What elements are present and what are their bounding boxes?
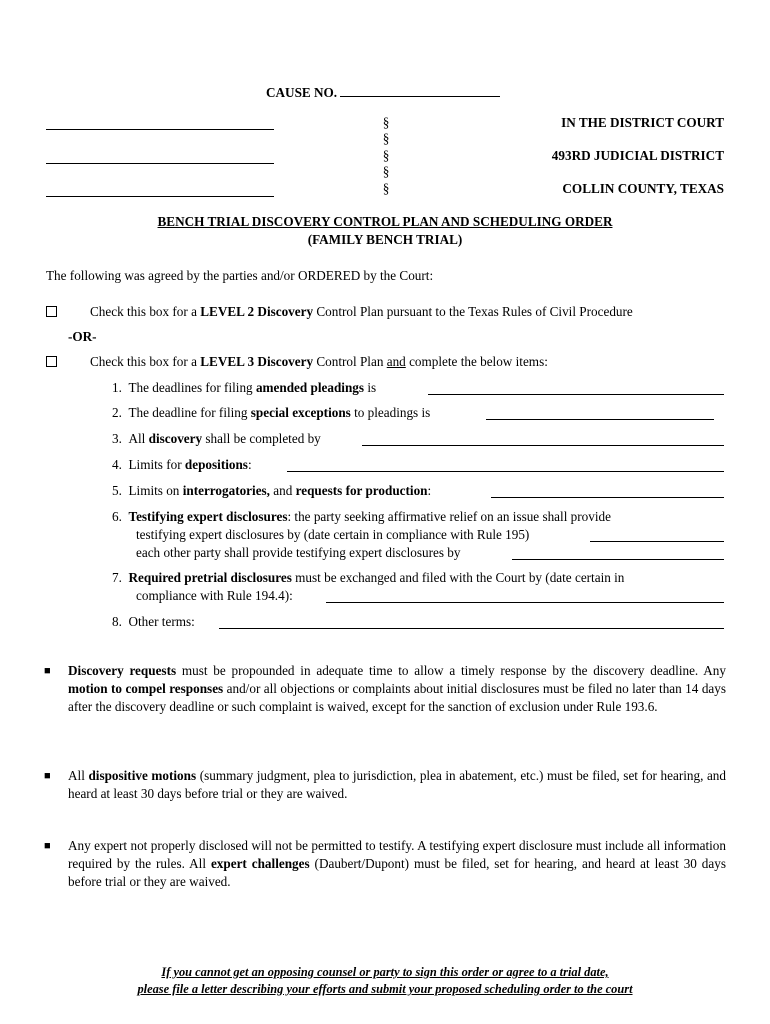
special-exceptions-blank[interactable]	[486, 407, 714, 420]
list-item: 1. The deadlines for filing amended pleadings is	[112, 380, 377, 395]
party-blank-2[interactable]	[46, 151, 274, 164]
amended-pleadings-blank[interactable]	[428, 382, 724, 395]
section-mark: §	[382, 131, 390, 146]
list-item: 7. Required pretrial disclosures must be exchanged and filed with the Court by (date certain in	[112, 570, 625, 585]
bullet-square-icon: ■	[44, 840, 51, 852]
level2-option: Check this box for a LEVEL 2 Discovery Control Plan pursuant to the Texas Rules of Civil Procedure	[90, 304, 633, 319]
expert-challenges-paragraph: Any expert not properly disclosed will not be permitted to testify. A testifying expert disclosure must include all information required by the rules. All expert challenges (Daubert/Dupont) must be filed, set for hearing, and heard at least 30 days before trial or they are waived.	[68, 838, 726, 889]
level2-checkbox[interactable]	[46, 306, 57, 317]
or-divider: -OR-	[68, 329, 97, 344]
level3-option: Check this box for a LEVEL 3 Discovery Control Plan and complete the below items:	[90, 354, 548, 369]
section-mark: §	[382, 148, 390, 163]
bullet-square-icon: ■	[44, 665, 51, 677]
intro-text: The following was agreed by the parties and/or ORDERED by the Court:	[46, 268, 434, 283]
list-item: 8. Other terms:	[112, 614, 195, 629]
list-item: 3. All discovery shall be completed by	[112, 431, 321, 446]
expert-disclosure-line: each other party shall provide testifying expert disclosures by	[136, 545, 461, 560]
section-mark: §	[382, 181, 390, 196]
document-title: BENCH TRIAL DISCOVERY CONTROL PLAN AND SCHEDULING ORDER	[157, 214, 613, 229]
other-party-disclosure-blank[interactable]	[512, 547, 724, 560]
section-mark: §	[382, 164, 390, 179]
party-blank-3[interactable]	[46, 184, 274, 197]
expert-disclosure-line: testifying expert disclosures by (date certain in compliance with Rule 195)	[136, 527, 530, 542]
list-item: 4. Limits for depositions:	[112, 457, 252, 472]
list-item: 2. The deadline for filing special exceptions to pleadings is	[112, 405, 431, 420]
document-subtitle: (FAMILY BENCH TRIAL)	[307, 232, 463, 247]
list-item: 6. Testifying expert disclosures: the party seeking affirmative relief on an issue shall provide	[112, 509, 611, 524]
discovery-deadline-blank[interactable]	[362, 433, 724, 446]
depositions-limit-blank[interactable]	[287, 459, 724, 472]
party-blank-1[interactable]	[46, 117, 274, 130]
dispositive-motions-paragraph: All dispositive motions (summary judgment, plea to jurisdiction, plea in abatement, etc.) must be filed, set for hearing, and heard at least 30 days before trial or they are waived.	[68, 768, 726, 801]
section-mark: §	[382, 115, 390, 130]
list-item: 5. Limits on interrogatories, and requests for production:	[112, 483, 432, 498]
discovery-requests-paragraph: Discovery requests must be propounded in adequate time to allow a timely response by the discovery deadline. Any motion to compel responses and/or all objections or complaints about initial disclosures must be filed no later than 14 days after the discovery deadline or such complaint is waived, except for the sanction of exclusion under Rule 193.6.	[68, 663, 727, 714]
bullet-square-icon: ■	[44, 770, 51, 782]
footer-note: please file a letter describing your efforts and submit your proposed scheduling order to the court	[137, 982, 633, 996]
level3-checkbox[interactable]	[46, 356, 57, 367]
judicial-district: 493RD JUDICIAL DISTRICT	[551, 148, 724, 163]
cause-number: CAUSE NO.	[266, 84, 500, 101]
interrogatories-limit-blank[interactable]	[491, 485, 724, 498]
pretrial-disclosure-line: compliance with Rule 194.4):	[136, 588, 293, 603]
cause-number-blank[interactable]	[340, 84, 500, 97]
footer-note: If you cannot get an opposing counsel or party to sign this order or agree to a trial date,	[161, 965, 609, 979]
pretrial-disclosure-blank[interactable]	[326, 590, 724, 603]
county: COLLIN COUNTY, TEXAS	[562, 181, 724, 196]
court-name: IN THE DISTRICT COURT	[561, 115, 724, 130]
expert-disclosure-date-blank[interactable]	[590, 529, 724, 542]
other-terms-blank[interactable]	[219, 616, 724, 629]
